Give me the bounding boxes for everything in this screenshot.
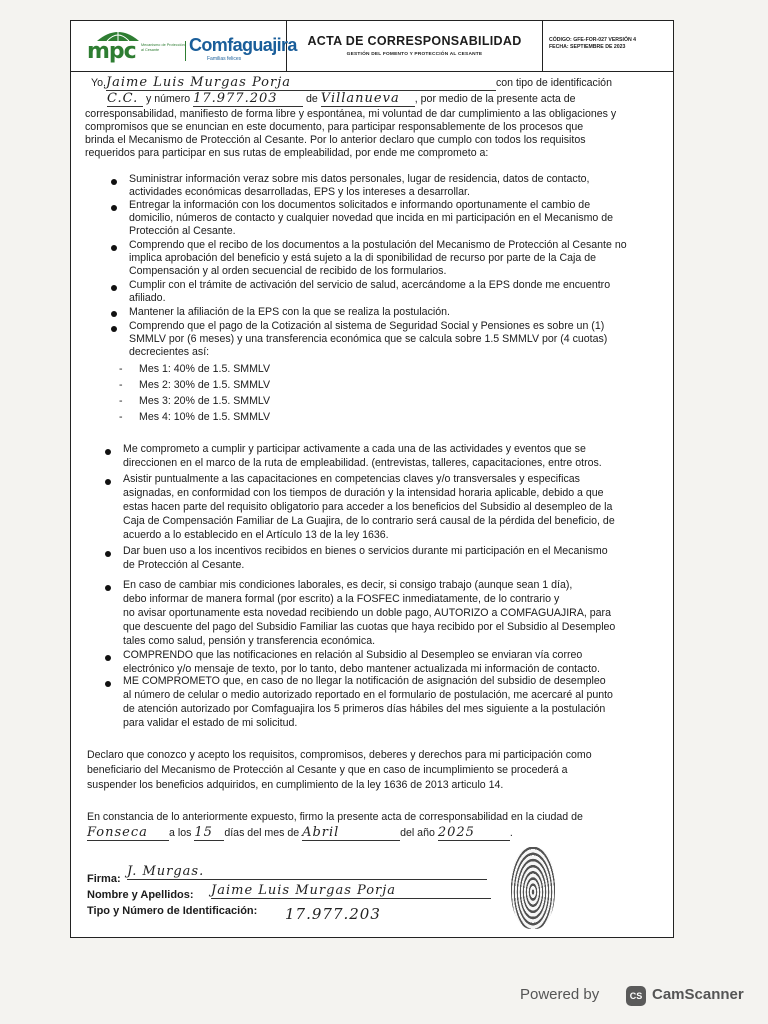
bullet-b2-l2: asignadas, en conformidad con los tiempos de duración y la intensidad horaria aplicable, debido a que <box>123 487 604 499</box>
camscanner-icon: CS <box>626 986 646 1006</box>
del-anio-label: del año <box>400 827 435 839</box>
bullet-b6-l1: ME COMPROMETO que, en caso de no llegar la notificación de asignación del subsidio de desempleo <box>123 675 606 687</box>
bullet-b6-l4: para validar el estado de mi solicitud. <box>123 717 298 729</box>
day-handwritten: 15 <box>194 825 224 841</box>
bullet-b1-l2: direccionen en el marco de la ruta de empleabilidad. (entrevistas, talleres, capacitaciones, entre otros. <box>123 457 602 469</box>
city-sign-handwritten: Fonseca <box>87 825 169 841</box>
bullet-a2-l1: Entregar la información con los documentos solicitados e informando oportunamente el cambio de <box>129 199 591 211</box>
document-header <box>71 21 673 72</box>
bullet-b6-l2: al número de celular o medio autorizado reportado en el formulario de postulación, me acercaré al punto <box>123 689 613 701</box>
bullet-b4-l4: que descuente del pago del Subsidio Familiar las cuotas que haya recibido por el Subsidio al Desempleo <box>123 621 616 633</box>
month-3: Mes 3: 20% de 1.5. SMMLV <box>139 395 271 407</box>
bullet-a4-l1: Cumplir con el trámite de activación del servicio de salud, acercándome a la EPS donde me encuentro <box>129 279 611 291</box>
bullet-b2-l5: acuerdo a lo establecido en el Artículo 13 de la ley 1636. <box>123 529 389 541</box>
doc-number-handwritten: 17.977.203 <box>193 91 303 107</box>
bullet-icon <box>111 326 117 332</box>
bullet-icon <box>105 551 111 557</box>
title-cell <box>287 21 543 71</box>
mpc-logo: mpc <box>87 39 136 64</box>
logo-divider <box>185 41 186 61</box>
bullet-a4-l2: afiliado. <box>129 292 166 304</box>
logo-cell <box>71 21 297 71</box>
month-1: Mes 1: 40% de 1.5. SMMLV <box>139 363 271 375</box>
document-code: CÓDIGO: GFE-FOR-027 VERSIÓN 4 <box>549 37 637 43</box>
bullet-b2-l4: Caja de Compensación Familiar de La Guajira, de lo contrario será causal de la pérdida del beneficio, de <box>123 515 615 527</box>
bullet-icon <box>111 311 117 317</box>
intro-line-1 <box>91 75 612 91</box>
declaration-l2: beneficiario del Mecanismo de Protección al Cesante y que en caso de incumplimiento se procederá a <box>87 764 568 776</box>
y-numero-label: y número <box>145 93 191 105</box>
intro-rest-1: corresponsabilidad, manifiesto de forma libre y espontánea, mi voluntad de dar cumplimiento a las obligaciones y <box>85 108 617 120</box>
comfaguajira-logo: Comfaguajira <box>189 35 297 55</box>
firma-label: Firma: <box>87 873 121 885</box>
bullet-a3-l1: Comprendo que el recibo de los documentos a la postulación del Mecanismo de Protección al Cesante no <box>129 239 627 251</box>
bullet-a2-l2: domicilio, números de contacto y cualquier novedad que incida en mi participación en el Mecanismo de <box>129 212 614 224</box>
nombre-label: Nombre y Apellidos: <box>87 889 194 901</box>
constancia-l2 <box>87 825 513 841</box>
bullet-b4-l2: debo informar de manera formal (por escrito) a la FOSFEC inmediatamente, de lo contrario y <box>123 593 560 605</box>
document-title: ACTA DE CORRESPONSABILIDAD <box>307 34 522 48</box>
month-dash: - <box>119 395 123 407</box>
declaration-l3: suspender los beneficios adquiridos, en cumplimiento de la ley 1636 de 2013 articulo 14. <box>87 779 504 791</box>
comfaguajira-tagline: Familias felices <box>207 56 242 62</box>
camscanner-brand: CamScanner <box>652 986 744 1003</box>
bullet-icon <box>111 245 117 251</box>
bullet-b3-l1: Dar buen uso a los incentivos recibidos en bienes o servicios durante mi participación en el Mecanismo <box>123 545 608 557</box>
bullet-b5-l2: electrónico y/o mensaje de texto, por lo tanto, debo mantener actualizada mi información de contacto. <box>123 663 600 675</box>
por-medio-label: , por medio de la presente acta de <box>414 93 576 105</box>
bullet-b4-l5: tales como salud, pensión y transferencia económica. <box>123 635 376 647</box>
dias-del-mes-label: días del mes de <box>224 827 300 839</box>
bullet-icon <box>105 681 111 687</box>
bullet-b6-l3: de atención autorizado por Comfaguajira los 5 primeros días hábiles del mes siguiente a la postulación <box>123 703 606 715</box>
month-dash: - <box>119 363 123 375</box>
fingerprint-icon <box>511 847 555 929</box>
bullet-icon <box>111 285 117 291</box>
document-page <box>70 20 674 938</box>
tipo-ident-label: con tipo de identificación <box>495 77 612 89</box>
name-handwritten: Jaime Luis Murgas Porja <box>106 75 496 91</box>
doc-type-handwritten: C.C. <box>107 91 143 107</box>
bullet-icon <box>105 655 111 661</box>
bullet-b3-l2: de Protección al Cesante. <box>123 559 245 571</box>
tipo-ident-handwritten: 17.977.203 <box>285 905 381 923</box>
a-los-label: a los <box>169 827 192 839</box>
city-handwritten: Villanueva <box>321 91 415 107</box>
yo-label: Yo. <box>91 77 106 89</box>
constancia-l1: En constancia de lo anteriormente expuesto, firmo la presente acta de corresponsabilidad en la ciudad de <box>87 811 583 823</box>
declaration-l1: Declaro que conozco y acepto los requisitos, compromisos, deberes y derechos para mi participación como <box>87 749 592 761</box>
year-handwritten: 2025 <box>438 825 510 841</box>
firma-handwritten: J. Murgas. <box>127 864 487 880</box>
intro-rest-4: requeridos para participar en sus rutas de empleabilidad, por ende me comprometo a: <box>85 147 489 159</box>
tipo-ident-sign-label: Tipo y Número de Identificación: <box>87 905 258 917</box>
intro-line-2 <box>107 91 576 107</box>
month-4: Mes 4: 10% de 1.5. SMMLV <box>139 411 271 423</box>
code-cell <box>543 21 675 71</box>
bullet-a6-l3: decrecientes así: <box>129 346 210 358</box>
constancia-end: . <box>509 827 513 839</box>
intro-rest-3: brinda el Mecanismo de Protección al Cesante. Por lo anterior declaro que cumplo con todos los requisitos <box>85 134 586 146</box>
intro-rest-2: compromisos que se enuncian en este documento, para participar responsablemente de los procesos que <box>85 121 584 133</box>
de-label: de <box>306 93 318 105</box>
month-2: Mes 2: 30% de 1.5. SMMLV <box>139 379 271 391</box>
bullet-icon <box>105 449 111 455</box>
document-date: FECHA: SEPTIEMBRE DE 2023 <box>549 44 626 50</box>
bullet-b2-l1: Asistir puntualmente a las capacitaciones en competencias claves y/o transversales y especificas <box>123 473 580 485</box>
mpc-tagline: Mecanismo de Protección al Cesante <box>141 43 185 52</box>
bullet-a1-l2: actividades económicas desarrolladas, EPS y los intereses a desarrollar. <box>129 186 470 198</box>
month-dash: - <box>119 411 123 423</box>
nombre-handwritten: Jaime Luis Murgas Porja <box>211 883 491 899</box>
bullet-b4-l3: no avisar oportunamente esta novedad recibiendo un doble pago, AUTORIZO a COMFAGUAJIRA, para <box>123 607 611 619</box>
month-dash: - <box>119 379 123 391</box>
bullet-a6-l2: SMMLV por (6 meses) y una transferencia económica que se calcula sobre 1.5 SMMLV por (4 cuotas) <box>129 333 608 345</box>
document-subtitle: GESTIÓN DEL FOMENTO Y PROTECCIÓN AL CESANTE <box>346 52 483 57</box>
bullet-a1-l1: Suministrar información veraz sobre mis datos personales, lugar de residencia, datos de contacto, <box>129 173 590 185</box>
bullet-a5-l1: Mantener la afiliación de la EPS con la que se realiza la postulación. <box>129 306 450 318</box>
bullet-a3-l3: Compensación y al orden secuencial de recibido de los formularios. <box>129 265 447 277</box>
bullet-b5-l1: COMPRENDO que las notificaciones en relación al Subsidio al Desempleo se enviaran vía correo <box>123 649 583 661</box>
bullet-b2-l3: estas hacen parte del requisito obligatorio para acceder a los beneficios del Subsidio al desempleo de la <box>123 501 613 513</box>
bullet-icon <box>105 585 111 591</box>
powered-by-label: Powered by <box>520 986 600 1003</box>
bullet-a3-l2: implica aprobación del beneficio y está sujeto a la di sponibilidad de recurso por parte de la Caja de <box>129 252 596 264</box>
bullet-b4-l1: En caso de cambiar mis condiciones laborales, es decir, si consigo trabajo (aunque sean 1 día), <box>123 579 573 591</box>
bullet-b1-l1: Me comprometo a cumplir y participar activamente a cada una de las actividades y eventos que se <box>123 443 586 455</box>
month-handwritten: Abril <box>302 825 400 841</box>
bullet-a6-l1: Comprendo que el pago de la Cotización al sistema de Seguridad Social y Pensiones es sobre un (1) <box>129 320 605 332</box>
bullet-icon <box>105 479 111 485</box>
bullet-icon <box>111 179 117 185</box>
bullet-icon <box>111 205 117 211</box>
bullet-a2-l3: Protección al Cesante. <box>129 225 236 237</box>
